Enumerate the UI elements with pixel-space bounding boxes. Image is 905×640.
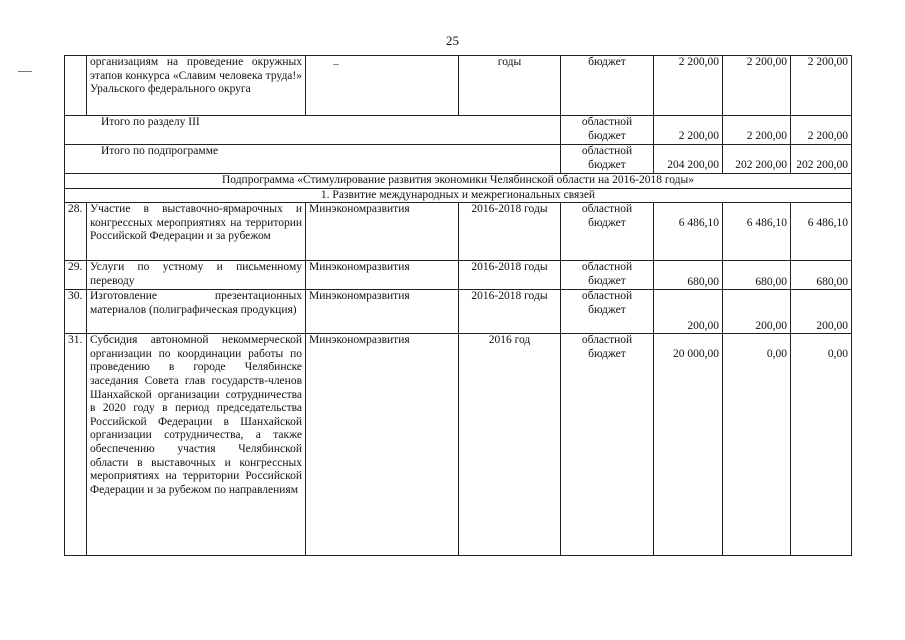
cell-source: областной бюджет (561, 334, 654, 556)
cell-value-2017: 2 200,00 (723, 56, 791, 116)
total-value-2018: 2 200,00 (791, 116, 852, 145)
cell-exec: Минэкономразвития (306, 290, 459, 334)
section-heading-row (65, 188, 852, 203)
cell-value-2016: 680,00 (654, 261, 723, 290)
cell-exec (306, 56, 459, 116)
cell-value-2018: 2 200,00 (791, 56, 852, 116)
cell-period: 2016-2018 годы (459, 261, 561, 290)
total-source: областной бюджет (561, 145, 654, 174)
cell-value-2016: 20 000,00 (654, 334, 723, 556)
cell-period: 2016 год (459, 334, 561, 556)
cell-num: 30. (65, 290, 87, 334)
cell-desc: Изготовление презентационных материалов (полиграфическая продукция) (87, 290, 306, 334)
cell-value-2016: 200,00 (654, 290, 723, 334)
cell-num: 29. (65, 261, 87, 290)
table-row (65, 334, 852, 556)
cell-value-2018: 680,00 (791, 261, 852, 290)
cell-desc: Субсидия автономной некоммерческой организации по координации работы по проведению в городе Челябинске заседания Совета глав государств-членов Шанхайской организации сотрудничества в 2020 году в период председательства Российской Федерации в Шанхайской организации сотрудничества, а также обеспечению участия Челябинской области в выставочных и конгрессных мероприятиях на территории Российской Федерации и за рубежом по направлениям (87, 334, 306, 556)
cell-num: 31. (65, 334, 87, 556)
total-row-subprogram (65, 145, 852, 174)
subprogram-heading-row (65, 174, 852, 189)
total-source: областной бюджет (561, 116, 654, 145)
total-row-section (65, 116, 852, 145)
table-row (65, 203, 852, 261)
cell-source: областной бюджет (561, 203, 654, 261)
subprogram-title: Подпрограмма «Стимулирование развития экономики Челябинской области на 2016-2018 годы» (65, 174, 852, 189)
cell-desc: организациям на проведение окружных этапов конкурса «Славим человека труда!» Уральского федерального округа (87, 56, 306, 116)
cell-value-2017: 6 486,10 (723, 203, 791, 261)
cell-source: областной бюджет (561, 261, 654, 290)
cell-value-2018: 6 486,10 (791, 203, 852, 261)
cell-value-2016: 6 486,10 (654, 203, 723, 261)
total-value-2017: 202 200,00 (723, 145, 791, 174)
cell-num: 28. (65, 203, 87, 261)
cell-value-2017: 0,00 (723, 334, 791, 556)
cell-period: годы (459, 56, 561, 116)
page-number: 25 (446, 33, 459, 48)
cell-period: 2016-2018 годы (459, 203, 561, 261)
cell-desc: Участие в выставочно-ярмарочных и конгрессных мероприятиях на территории Российской Федерации и за рубежом (87, 203, 306, 261)
total-value-2017: 2 200,00 (723, 116, 791, 145)
cell-value-2018: 0,00 (791, 334, 852, 556)
section-title: 1. Развитие международных и межрегиональных связей (65, 188, 852, 203)
total-label: Итого по подпрограмме (65, 145, 561, 174)
table-row (65, 56, 852, 116)
table-row (65, 261, 852, 290)
cell-num (65, 56, 87, 116)
cell-value-2016: 2 200,00 (654, 56, 723, 116)
cell-value-2017: 200,00 (723, 290, 791, 334)
cell-value-2017: 680,00 (723, 261, 791, 290)
total-value-2016: 2 200,00 (654, 116, 723, 145)
cell-desc: Услуги по устному и письменному переводу (87, 261, 306, 290)
cell-exec: Минэкономразвития (306, 334, 459, 556)
cell-value-2018: 200,00 (791, 290, 852, 334)
table-row (65, 290, 852, 334)
budget-table (64, 55, 852, 556)
cell-period: 2016-2018 годы (459, 290, 561, 334)
cell-source: областной бюджет (561, 290, 654, 334)
cell-exec: Минэкономразвития (306, 203, 459, 261)
total-label: Итого по разделу III (65, 116, 561, 145)
cell-exec: Минэкономразвития (306, 261, 459, 290)
total-value-2016: 204 200,00 (654, 145, 723, 174)
scan-mark (18, 71, 32, 72)
cell-source: бюджет (561, 56, 654, 116)
total-value-2018: 202 200,00 (791, 145, 852, 174)
